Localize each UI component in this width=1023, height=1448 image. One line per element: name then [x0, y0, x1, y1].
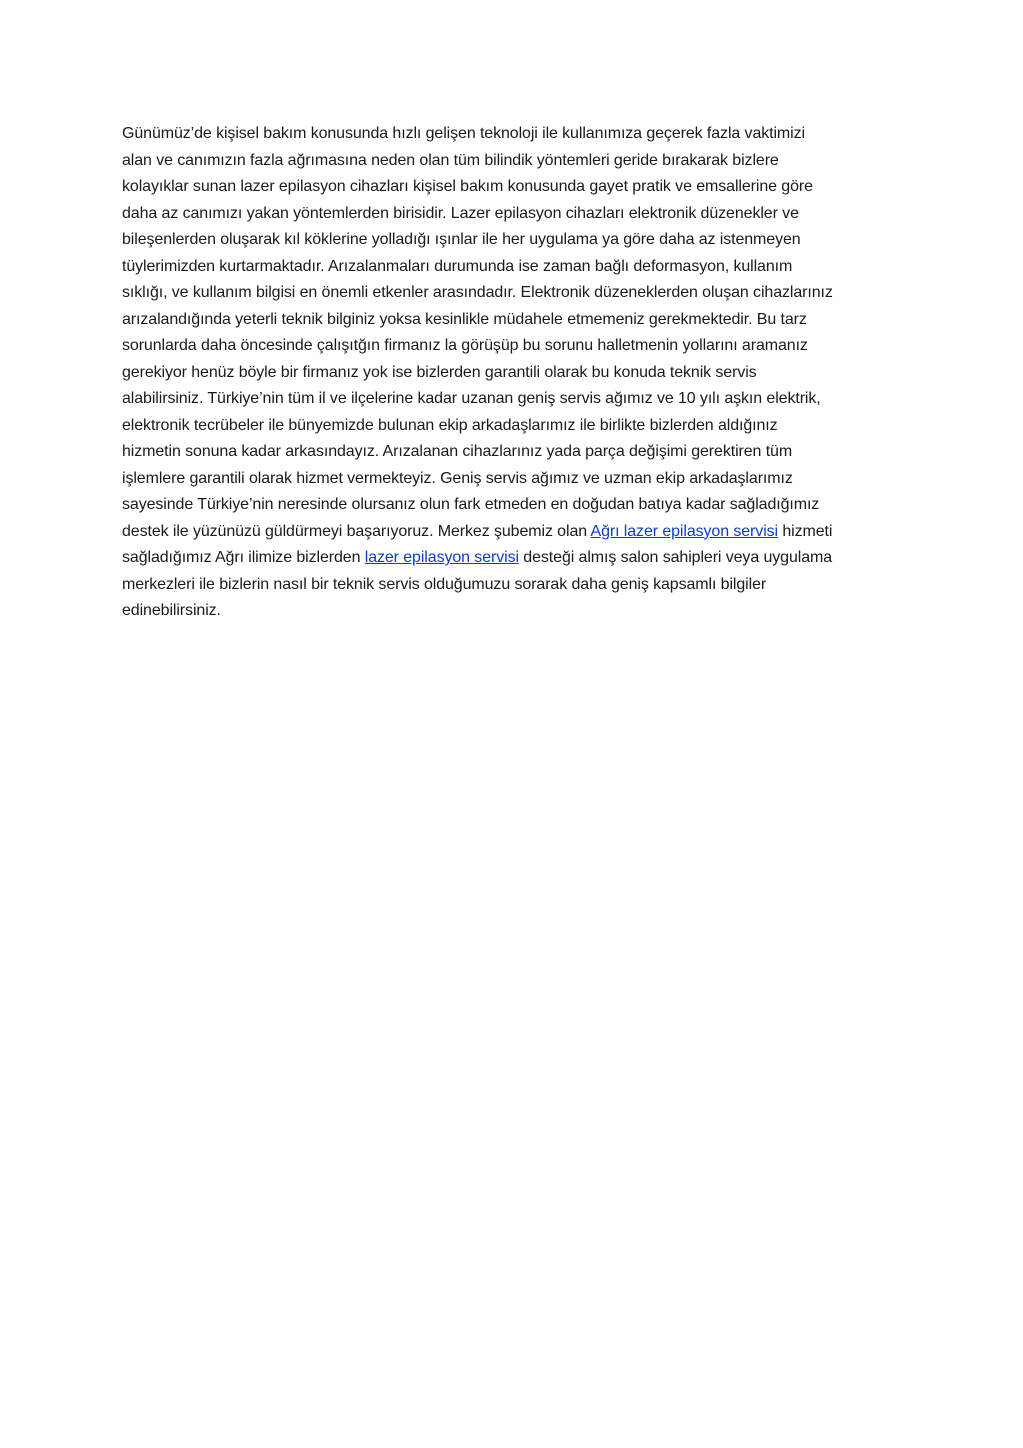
line-text: sağladığımız Ağrı ilimize bizlerden — [122, 549, 365, 566]
paragraph-line: daha az canımızı yakan yöntemlerden birisidir. Lazer epilasyon cihazları elektronik düzenekler ve — [122, 204, 799, 222]
paragraph-line: arızalandığında yeterli teknik bilginiz yoksa kesinlikle müdahele etmemeniz gerekmektedir. Bu tarz — [122, 310, 807, 328]
lazer-epilasyon-servisi-link[interactable]: lazer epilasyon servisi — [364, 549, 519, 566]
paragraph-line: sayesinde Türkiye’nin neresinde olursanız olun fark etmeden en doğudan batıya kadar sağladığımız — [122, 496, 820, 513]
paragraph-line: bileşenlerden oluşarak kıl köklerine yolladığı ışınlar ile her uygulama ya göre daha az istenmeyen — [122, 231, 801, 248]
paragraph-line: sorunlarda daha öncesinde çalışıtğın firmanız la görüşüp bu sorunu halletmenin yollarını aramanız — [122, 337, 808, 354]
paragraph-line: elektronik tecrübeler ile bünyemizde bulunan ekip arkadaşlarımız ile birlikte bizlerden aldığınız — [122, 416, 778, 434]
paragraph-line: hizmetin sonuna kadar arkasındayız. Arızalanan cihazlarınız yada parça değişimi gerektiren tüm — [122, 443, 793, 460]
paragraph-line: tüylerimizden kurtarmaktadır. Arızalanmaları durumunda ise zaman bağlı deformasyon, kullanım — [122, 257, 793, 275]
paragraph-line-with-link — [122, 519, 912, 546]
paragraph-line: Günümüz’de kişisel bakım konusunda hızlı gelişen teknoloji ile kullanımıza geçerek fazla vaktimizi — [122, 125, 805, 142]
paragraph-line: işlemlere garantili olarak hizmet vermekteyiz. Geniş servis ağımız ve uzman ekip arkadaşlarımız — [122, 469, 793, 487]
paragraph-line: alabilirsiniz. Türkiye’nin tüm il ve ilçelerine kadar uzanan geniş servis ağımız ve 10 yılı aşkın elektrik, — [122, 390, 821, 407]
line-text: desteği almış salon sahipleri veya uygulama — [518, 549, 833, 566]
paragraph-line-with-link — [122, 545, 912, 572]
paragraph-line: merkezleri ile bizlerin nasıl bir teknik servis olduğumuzu sorarak daha geniş kapsamlı bilgiler — [122, 575, 767, 593]
paragraph-line: gerekiyor henüz böyle bir firmanız yok ise bizlerden garantili olarak bu konuda teknik servis — [122, 363, 757, 381]
paragraph-line: sıklığı, ve kullanım bilgisi en önemli etkenler arasındadır. Elektronik düzeneklerden oluşan cihazlarınız — [122, 284, 833, 301]
body-paragraph — [122, 121, 912, 625]
paragraph-line: alan ve canımızın fazla ağrımasına neden olan tüm bilindik yöntemleri geride bırakarak bizlere — [122, 151, 779, 169]
line-text: destek ile yüzünüzü güldürmeyi başarıyoruz. Merkez şubemiz olan — [122, 522, 591, 540]
paragraph-line: kolayıklar sunan lazer epilasyon cihazları kişisel bakım konusunda gayet pratik ve emsallerine göre — [122, 178, 813, 195]
paragraph-line: edinebilirsiniz. — [122, 602, 221, 619]
line-text: hizmeti — [778, 522, 833, 540]
agri-lazer-epilasyon-servisi-link[interactable]: Ağrı lazer epilasyon servisi — [590, 522, 778, 540]
